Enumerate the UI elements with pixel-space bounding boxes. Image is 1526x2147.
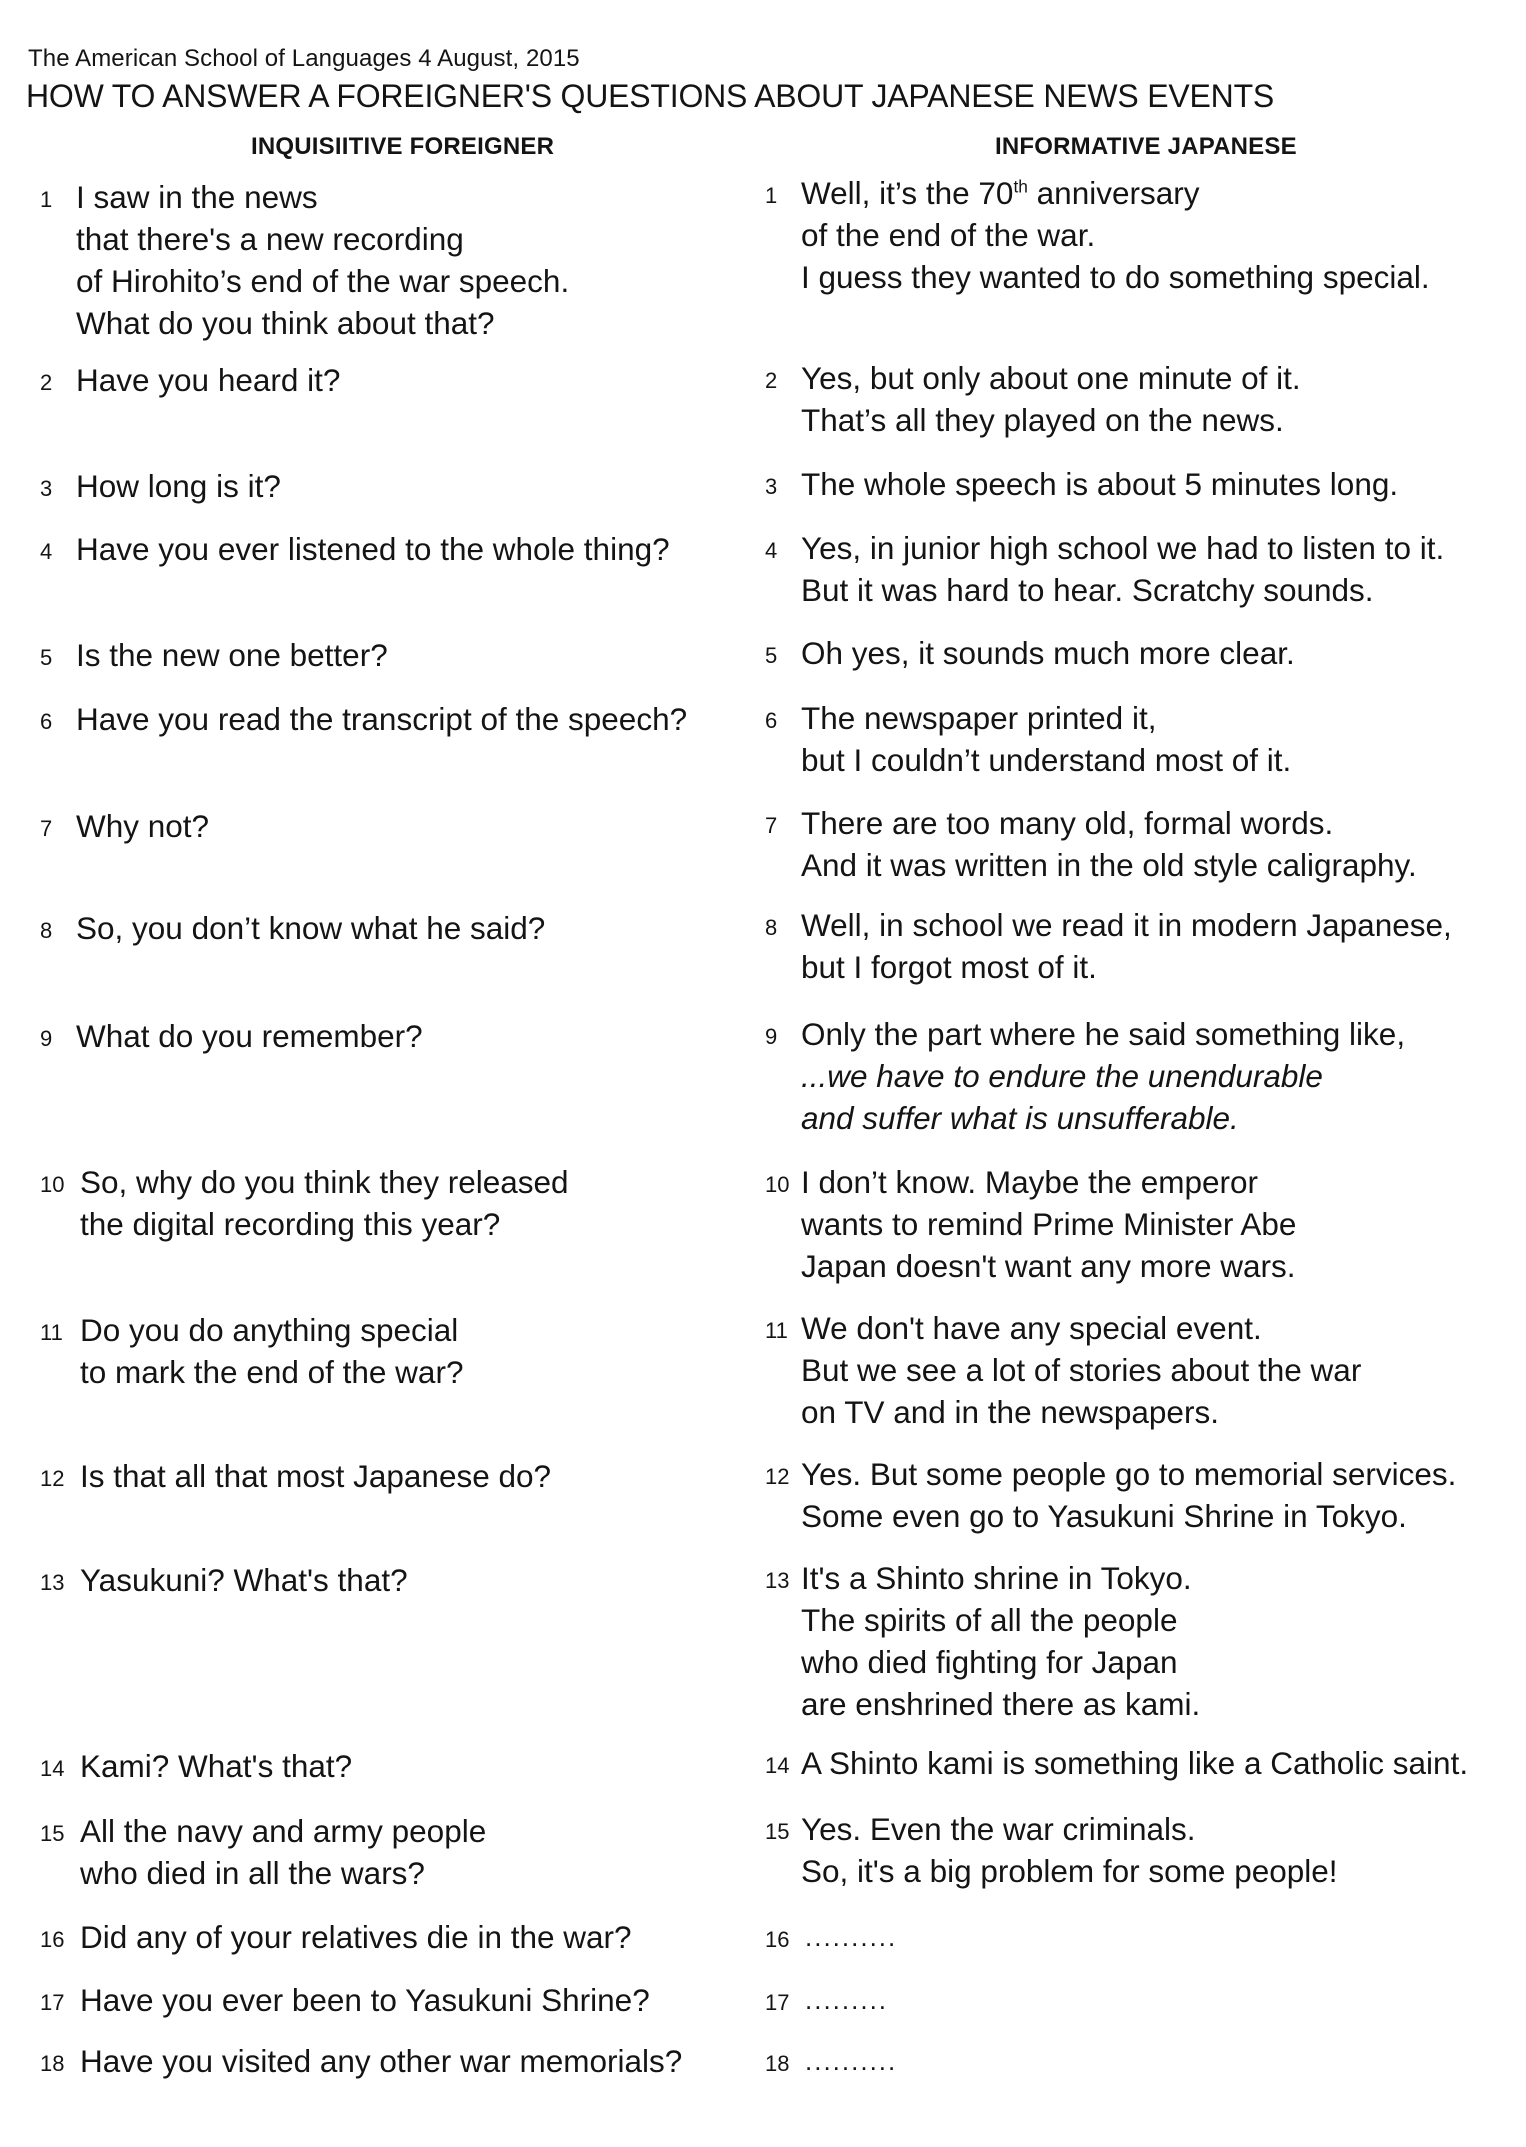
question-line: Have you visited any other war memorials? <box>80 2043 683 2079</box>
quoted-speech-line: ...we have to endure the unendurable <box>801 1058 1323 1094</box>
answer-line: It's a Shinto shrine in Tokyo. <box>801 1560 1192 1596</box>
question-line: I saw in the news <box>76 179 318 215</box>
question-line: Is the new one better? <box>76 637 388 673</box>
question-line: Have you ever been to Yasukuni Shrine? <box>80 1982 650 2018</box>
page-title: HOW TO ANSWER A FOREIGNER'S QUESTIONS ABOUT JAPANESE NEWS EVENTS <box>26 78 1275 114</box>
answer-number: 13 <box>765 1568 790 1593</box>
answer-line: Yes. But some people go to memorial services. <box>801 1456 1457 1492</box>
question-number: 12 <box>40 1466 65 1491</box>
answer-text <box>801 1013 1405 1139</box>
answer-line: Some even go to Yasukuni Shrine in Tokyo. <box>801 1498 1407 1534</box>
question-text <box>80 1979 650 2021</box>
question-number: 13 <box>40 1570 65 1595</box>
answer-text <box>801 1307 1361 1433</box>
answer-number: 14 <box>765 1753 790 1778</box>
answer-line: Well, in school we read it in modern Japanese, <box>801 907 1452 943</box>
question-number: 10 <box>40 1172 65 1197</box>
answer-text <box>801 357 1301 441</box>
answer-line: wants to remind Prime Minister Abe <box>801 1206 1297 1242</box>
question-text <box>76 907 545 949</box>
answer-number: 3 <box>765 474 778 499</box>
question-line: Is that all that most Japanese do? <box>80 1458 552 1494</box>
answer-text <box>801 1808 1338 1892</box>
answer-line: So, it's a big problem for some people! <box>801 1853 1338 1889</box>
question-number: 15 <box>40 1821 65 1846</box>
question-line: Why not? <box>76 808 210 844</box>
question-line: All the navy and army people <box>80 1813 487 1849</box>
question-line: the digital recording this year? <box>80 1206 501 1242</box>
answer-text <box>801 527 1444 611</box>
question-number: 5 <box>40 645 53 670</box>
answer-blank-dots: .......... <box>805 2046 898 2076</box>
answer-line: but I couldn’t understand most of it. <box>801 742 1292 778</box>
question-text <box>76 1015 423 1057</box>
answer-text <box>801 802 1417 886</box>
answer-number: 5 <box>765 643 778 668</box>
answer-number: 2 <box>765 368 778 393</box>
question-line: How long is it? <box>76 468 281 504</box>
answer-text <box>801 172 1430 298</box>
question-number: 16 <box>40 1927 65 1952</box>
answer-line-part: Well, it’s the 70 <box>801 175 1014 211</box>
question-text <box>80 1455 551 1497</box>
question-number: 4 <box>40 539 53 564</box>
question-number: 14 <box>40 1756 65 1781</box>
answer-line: Yes, but only about one minute of it. <box>801 360 1301 396</box>
answer-line: are enshrined there as kami. <box>801 1686 1201 1722</box>
question-text <box>76 805 209 847</box>
answer-text <box>801 1742 1468 1784</box>
answer-line: But it was hard to hear. Scratchy sounds. <box>801 572 1374 608</box>
answer-line: The whole speech is about 5 minutes long. <box>801 466 1399 502</box>
question-line: What do you remember? <box>76 1018 423 1054</box>
answer-line: A Shinto kami is something like a Catholic saint. <box>801 1745 1469 1781</box>
question-line: to mark the end of the war? <box>80 1354 464 1390</box>
answer-number: 10 <box>765 1172 790 1197</box>
question-text <box>80 1745 352 1787</box>
answer-text <box>801 697 1291 781</box>
question-line: of Hirohito’s end of the war speech. <box>76 263 570 299</box>
answer-number: 17 <box>765 1990 790 2015</box>
answer-line: The spirits of all the people <box>801 1602 1178 1638</box>
answer-number: 15 <box>765 1819 790 1844</box>
answer-line: Yes, in junior high school we had to listen to it. <box>801 530 1445 566</box>
question-number: 17 <box>40 1990 65 2015</box>
question-number: 18 <box>40 2051 65 2076</box>
answer-line: on TV and in the newspapers. <box>801 1394 1219 1430</box>
question-number: 2 <box>40 370 53 395</box>
question-line: Yasukuni? What's that? <box>80 1562 408 1598</box>
question-number: 6 <box>40 709 53 734</box>
answer-text <box>801 904 1452 988</box>
answer-blank-dots: ......... <box>805 1985 889 2015</box>
question-number: 11 <box>40 1320 63 1345</box>
question-line: Have you read the transcript of the speech? <box>76 701 688 737</box>
question-line: Did any of your relatives die in the war? <box>80 1919 632 1955</box>
school-date-line: The American School of Languages 4 August, 2015 <box>28 45 580 72</box>
answer-number: 7 <box>765 813 778 838</box>
quoted-speech-line: and suffer what is unsufferable. <box>801 1100 1239 1136</box>
question-text <box>80 2040 682 2082</box>
question-text <box>76 698 687 740</box>
question-text <box>76 634 388 676</box>
question-number: 3 <box>40 476 53 501</box>
question-text <box>80 1810 486 1894</box>
question-line: What do you think about that? <box>76 305 495 341</box>
answer-number: 11 <box>765 1318 788 1343</box>
answer-line: And it was written in the old style caligraphy. <box>801 847 1417 883</box>
question-line: So, why do you think they released <box>80 1164 569 1200</box>
answer-line <box>801 172 1430 214</box>
answer-number: 9 <box>765 1024 778 1049</box>
answer-line: but I forgot most of it. <box>801 949 1097 985</box>
answer-line: who died fighting for Japan <box>801 1644 1178 1680</box>
question-number: 1 <box>40 187 53 212</box>
answer-text <box>801 463 1398 505</box>
question-text <box>76 528 670 570</box>
answer-number: 16 <box>765 1927 790 1952</box>
answer-line: That’s all they played on the news. <box>801 402 1284 438</box>
question-text <box>80 1161 569 1245</box>
question-line: Have you ever listened to the whole thing? <box>76 531 670 567</box>
answer-text <box>801 1161 1296 1287</box>
ordinal-suffix: th <box>1013 176 1028 197</box>
question-text <box>80 1916 632 1958</box>
question-text <box>80 1559 408 1601</box>
question-line: Kami? What's that? <box>80 1748 353 1784</box>
question-text <box>76 176 569 344</box>
left-column-heading: INQUISIITIVE FOREIGNER <box>251 133 555 160</box>
answer-line: I don’t know. Maybe the emperor <box>801 1164 1258 1200</box>
answer-text <box>801 1453 1456 1537</box>
answer-line: But we see a lot of stories about the war <box>801 1352 1362 1388</box>
answer-line-part: anniversary <box>1027 175 1200 211</box>
question-number: 8 <box>40 918 53 943</box>
answer-line: Yes. Even the war criminals. <box>801 1811 1196 1847</box>
question-text <box>76 359 340 401</box>
answer-line: Only the part where he said something like, <box>801 1016 1406 1052</box>
answer-number: 1 <box>765 183 778 208</box>
answer-line: We don't have any special event. <box>801 1310 1262 1346</box>
question-line: Do you do anything special <box>80 1312 459 1348</box>
question-number: 9 <box>40 1026 53 1051</box>
answer-blank-dots: .......... <box>805 1922 898 1952</box>
answer-text <box>801 632 1295 674</box>
answer-number: 12 <box>765 1464 790 1489</box>
question-text <box>76 465 281 507</box>
answer-line: I guess they wanted to do something special. <box>801 259 1430 295</box>
answer-line: Japan doesn't want any more wars. <box>801 1248 1296 1284</box>
question-line: who died in all the wars? <box>80 1855 425 1891</box>
right-column-heading: INFORMATIVE JAPANESE <box>995 133 1297 160</box>
answer-number: 8 <box>765 915 778 940</box>
question-number: 7 <box>40 816 53 841</box>
question-line: So, you don’t know what he said? <box>76 910 546 946</box>
question-line: that there's a new recording <box>76 221 464 257</box>
answer-number: 6 <box>765 708 778 733</box>
answer-number: 18 <box>765 2051 790 2076</box>
answer-line: The newspaper printed it, <box>801 700 1157 736</box>
answer-line: There are too many old, formal words. <box>801 805 1334 841</box>
question-line: Have you heard it? <box>76 362 341 398</box>
answer-line: Oh yes, it sounds much more clear. <box>801 635 1295 671</box>
answer-number: 4 <box>765 538 778 563</box>
answer-line: of the end of the war. <box>801 217 1096 253</box>
answer-text <box>801 1557 1200 1725</box>
question-text <box>80 1309 463 1393</box>
